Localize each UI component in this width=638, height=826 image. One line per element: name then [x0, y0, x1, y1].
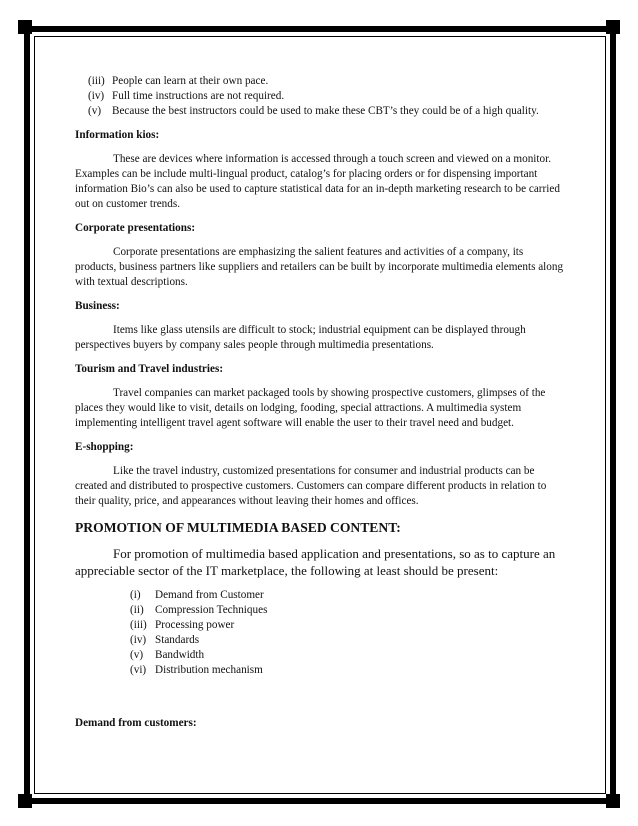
- list-item-number: (iv): [88, 90, 105, 102]
- list-item: [130, 618, 567, 633]
- border-corner-top-right: [606, 20, 620, 34]
- list-item: [130, 603, 567, 618]
- list-item-number: (iv): [130, 634, 147, 646]
- section-heading-information-kios: Information kios:: [75, 129, 160, 141]
- list-item-text: People can learn at their own pace.: [112, 75, 269, 87]
- section-heading-corporate-presentations: Corporate presentations:: [75, 222, 196, 234]
- list-item-text: Because the best instructors could be used to make these CBT’s they could be of a high quality.: [112, 105, 539, 117]
- section-body-business: Items like glass utensils are difficult to stock; industrial equipment can be displayed through perspectives buyers by company sales people through multimedia presentations.: [75, 324, 526, 351]
- section-body-corporate-presentations: Corporate presentations are emphasizing the salient features and activities of a company, its products, business partners like suppliers and retailers can be built by incorporate multimedia elements along with textual descriptions.: [75, 246, 564, 288]
- border-corner-bottom-left: [18, 794, 32, 808]
- list-item-number: (ii): [130, 604, 144, 616]
- list-item: [130, 633, 567, 648]
- list-item-number: (iii): [88, 75, 105, 87]
- promotion-body: For promotion of multimedia based application and presentations, so as to capture an appreciable sector of the IT marketplace, the following at least should be present:: [75, 546, 556, 578]
- list-item: [88, 89, 567, 104]
- list-item-number: (vi): [130, 664, 147, 676]
- list-item-text: Standards: [155, 634, 200, 646]
- list-item-number: (i): [130, 589, 141, 601]
- benefits-list: [75, 74, 567, 119]
- list-item-number: (v): [130, 649, 144, 661]
- list-item-text: Bandwidth: [155, 649, 205, 661]
- document-body: [75, 74, 567, 740]
- promotion-requirements-list: [75, 588, 567, 678]
- section-heading-tourism: Tourism and Travel industries:: [75, 363, 224, 375]
- border-corner-bottom-right: [606, 794, 620, 808]
- list-item-text: Processing power: [155, 619, 235, 631]
- list-item-text: Demand from Customer: [155, 589, 264, 601]
- list-item-number: (v): [88, 105, 102, 117]
- list-item: [88, 104, 567, 119]
- promotion-heading: PROMOTION OF MULTIMEDIA BASED CONTENT:: [75, 520, 401, 535]
- border-corner-top-left: [18, 20, 32, 34]
- section-heading-demand-from-customers: Demand from customers:: [75, 717, 197, 729]
- section-body-information-kios: These are devices where information is accessed through a touch screen and viewed on a monitor. Examples can be include multi-lingual product, catalog’s for placing orders or for dispensing important information Bio’s can also be used to capture statistical data for an in-depth marketing research to be carried out on customer trends.: [75, 153, 560, 210]
- section-body-tourism: Travel companies can market packaged tools by showing prospective customers, glimpses of the places they would like to visit, details on lodging, fooding, special attractions. A multimedia system implementing intelligent travel agent software will enable the user to their travel need and budget.: [75, 387, 546, 429]
- list-item: [130, 648, 567, 663]
- list-item-text: Compression Techniques: [155, 604, 268, 616]
- list-item: [130, 588, 567, 603]
- list-item-number: (iii): [130, 619, 147, 631]
- list-item-text: Distribution mechanism: [155, 664, 263, 676]
- section-heading-e-shopping: E-shopping:: [75, 441, 134, 453]
- section-body-e-shopping: Like the travel industry, customized presentations for consumer and industrial products can be created and distributed to prospective customers. Customers can compare different products in relation to their quality, price, and appearances without leaving their homes and offices.: [75, 465, 547, 507]
- list-item-text: Full time instructions are not required.: [112, 90, 285, 102]
- list-item: [130, 663, 567, 678]
- list-item: [88, 74, 567, 89]
- section-heading-business: Business:: [75, 300, 120, 312]
